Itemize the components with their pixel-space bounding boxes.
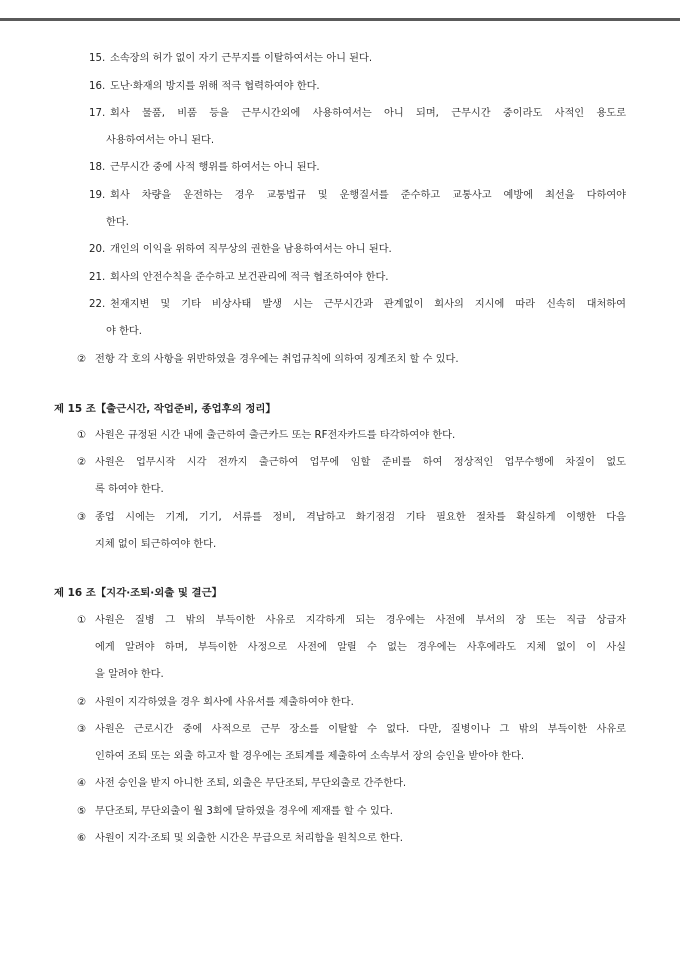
art16-clause-1-num: ① [77, 615, 87, 626]
item-17-text-line2: 사용하여서는 아니 된다. [106, 135, 215, 146]
art16-clause-5-num: ⑤ [77, 806, 87, 817]
item-15-num: 15. [89, 53, 106, 64]
item-21-text: 회사의 안전수칙을 준수하고 보건관리에 적극 협조하여야 한다. [110, 272, 389, 283]
art16-clause-6-num: ⑥ [77, 833, 87, 844]
art16-clause-1-text-line2: 에게 알려야 하며, 부득이한 사정으로 사전에 알릴 수 없는 경우에는 사후에라도 지체 없이 이 사실 [95, 642, 626, 653]
art16-clause-2-num: ② [77, 697, 87, 708]
art15-clause-2-num: ② [77, 457, 87, 468]
item-22-text-line2: 야 한다. [106, 326, 142, 337]
art15-clause-2-text-line1: 사원은 업무시작 시각 전까지 출근하여 업무에 임할 준비를 하여 정상적인 업무수행에 차질이 없도 [95, 457, 626, 468]
item-16-text: 도난·화재의 방지를 위해 적극 협력하여야 한다. [110, 81, 320, 92]
art16-clause-3-text-line2: 인하여 조퇴 또는 외출 하고자 할 경우에는 조퇴계를 제출하여 소속부서 장의 승인을 받아야 한다. [95, 751, 525, 762]
item-19-text-line1: 회사 차량을 운전하는 경우 교통법규 및 운행질서를 준수하고 교통사고 예방에 최선을 다하여야 [110, 190, 626, 201]
art16-clause-4-text: 사전 승인을 받지 아니한 조퇴, 외출은 무단조퇴, 무단외출로 간주한다. [95, 778, 407, 789]
item-21-num: 21. [89, 272, 106, 283]
clause-2-text: 전항 각 호의 사항을 위반하였을 경우에는 취업규칙에 의하여 징계조치 할 수 있다. [95, 354, 459, 365]
item-22-num: 22. [89, 299, 106, 310]
art16-clause-1-text-line1: 사원은 질병 그 밖의 부득이한 사유로 지각하게 되는 경우에는 사전에 부서의 장 또는 직급 상급자 [95, 615, 626, 626]
item-20-num: 20. [89, 244, 106, 255]
art15-clause-3-text-line2: 지체 없이 퇴근하여야 한다. [95, 539, 217, 550]
article-16-heading: 제 16 조【지각·조퇴·외출 및 결근】 [54, 587, 223, 599]
art16-clause-2-text: 사원이 지각하였을 경우 회사에 사유서를 제출하여야 한다. [95, 697, 354, 708]
item-17-text-line1: 회사 물품, 비품 등을 근무시간외에 사용하여서는 아니 되며, 근무시간 중이라도 사적인 용도로 [110, 108, 626, 119]
item-20-text: 개인의 이익을 위하여 직무상의 권한을 남용하여서는 아니 된다. [110, 244, 392, 255]
art15-clause-3-num: ③ [77, 512, 87, 523]
article-15-heading: 제 15 조【출근시간, 작업준비, 종업후의 정리】 [54, 403, 276, 415]
item-18-text: 근무시간 중에 사적 행위를 하여서는 아니 된다. [110, 162, 320, 173]
art16-clause-6-text: 사원이 지각·조퇴 및 외출한 시간은 무급으로 처리함을 원칙으로 한다. [95, 833, 403, 844]
item-17-num: 17. [89, 108, 106, 119]
item-16-num: 16. [89, 81, 106, 92]
item-15-text: 소속장의 허가 없이 자기 근무지를 이탈하여서는 아니 된다. [110, 53, 373, 64]
page-top-rule [0, 18, 680, 21]
art15-clause-1-num: ① [77, 430, 87, 441]
art16-clause-5-text: 무단조퇴, 무단외출이 월 3회에 달하였을 경우에 제재를 할 수 있다. [95, 806, 393, 817]
art16-clause-3-num: ③ [77, 724, 87, 735]
item-22-text-line1: 천재지변 및 기타 비상사태 발생 시는 근무시간과 관계없이 회사의 지시에 따라 신속히 대처하여 [110, 299, 626, 310]
art15-clause-3-text-line1: 종업 시에는 기계, 기기, 서류를 정비, 격납하고 화기점검 기타 필요한 절차를 확실하게 이행한 다음 [95, 512, 626, 523]
item-19-text-line2: 한다. [106, 217, 129, 228]
art16-clause-1-text-line3: 을 알려야 한다. [95, 669, 164, 680]
item-18-num: 18. [89, 162, 106, 173]
art15-clause-2-text-line2: 록 하여야 한다. [95, 484, 164, 495]
item-19-num: 19. [89, 190, 106, 201]
art16-clause-4-num: ④ [77, 778, 87, 789]
clause-2-num: ② [77, 354, 87, 365]
art16-clause-3-text-line1: 사원은 근로시간 중에 사적으로 근무 장소를 이탈할 수 없다. 다만, 질병이나 그 밖의 부득이한 사유로 [95, 724, 626, 735]
art15-clause-1-text: 사원은 규정된 시간 내에 출근하여 출근카드 또는 RF전자카드를 타각하여야 한다. [95, 430, 456, 441]
